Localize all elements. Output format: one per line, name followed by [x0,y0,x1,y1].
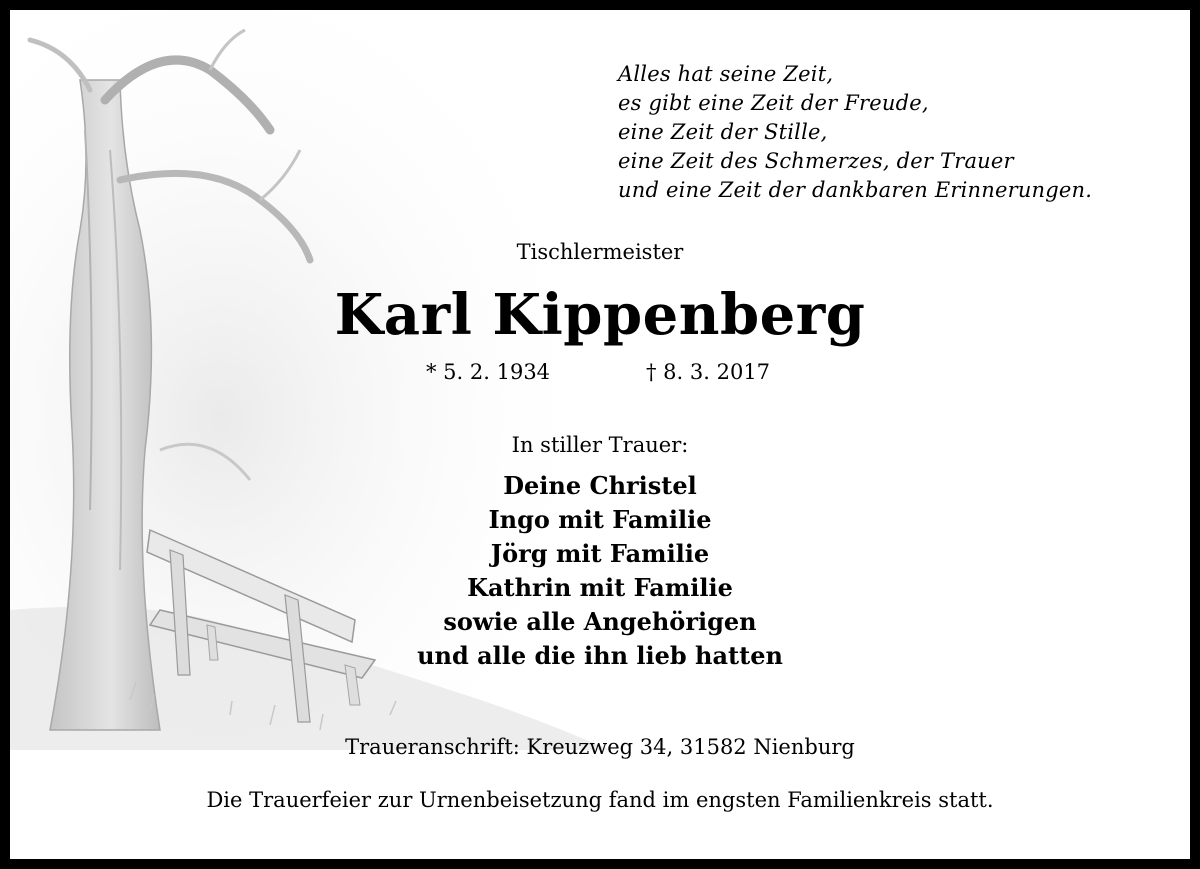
mourner-line: Ingo mit Familie [488,505,712,534]
obituary-notice [10,10,1190,859]
poem-line: Alles hat seine Zeit, [618,62,834,86]
poem-line: eine Zeit des Schmerzes, der Trauer [618,149,1014,173]
mourner-line: sowie alle Angehörigen [443,607,757,636]
mourning-label: In stiller Trauer: [511,433,689,457]
deceased-name: Karl Kippenberg [334,282,866,348]
mourning-address: Traueranschrift: Kreuzweg 34, 31582 Nienburg [345,735,855,759]
mourner-line: Kathrin mit Familie [467,573,733,602]
ceremony-note: Die Trauerfeier zur Urnenbeisetzung fand im engsten Familienkreis statt. [206,788,994,812]
birth-date: * 5. 2. 1934 [426,360,551,384]
death-date: † 8. 3. 2017 [646,360,771,384]
mourners-list [10,469,1190,673]
mourner-line: Jörg mit Familie [490,539,710,568]
mourner-line: und alle die ihn lieb hatten [417,641,783,670]
poem [618,60,1092,205]
poem-line: eine Zeit der Stille, [618,120,828,144]
poem-line: es gibt eine Zeit der Freude, [618,91,929,115]
profession: Tischlermeister [516,240,684,264]
poem-line: und eine Zeit der dankbaren Erinnerungen. [618,178,1093,202]
mourner-line: Deine Christel [503,471,697,500]
